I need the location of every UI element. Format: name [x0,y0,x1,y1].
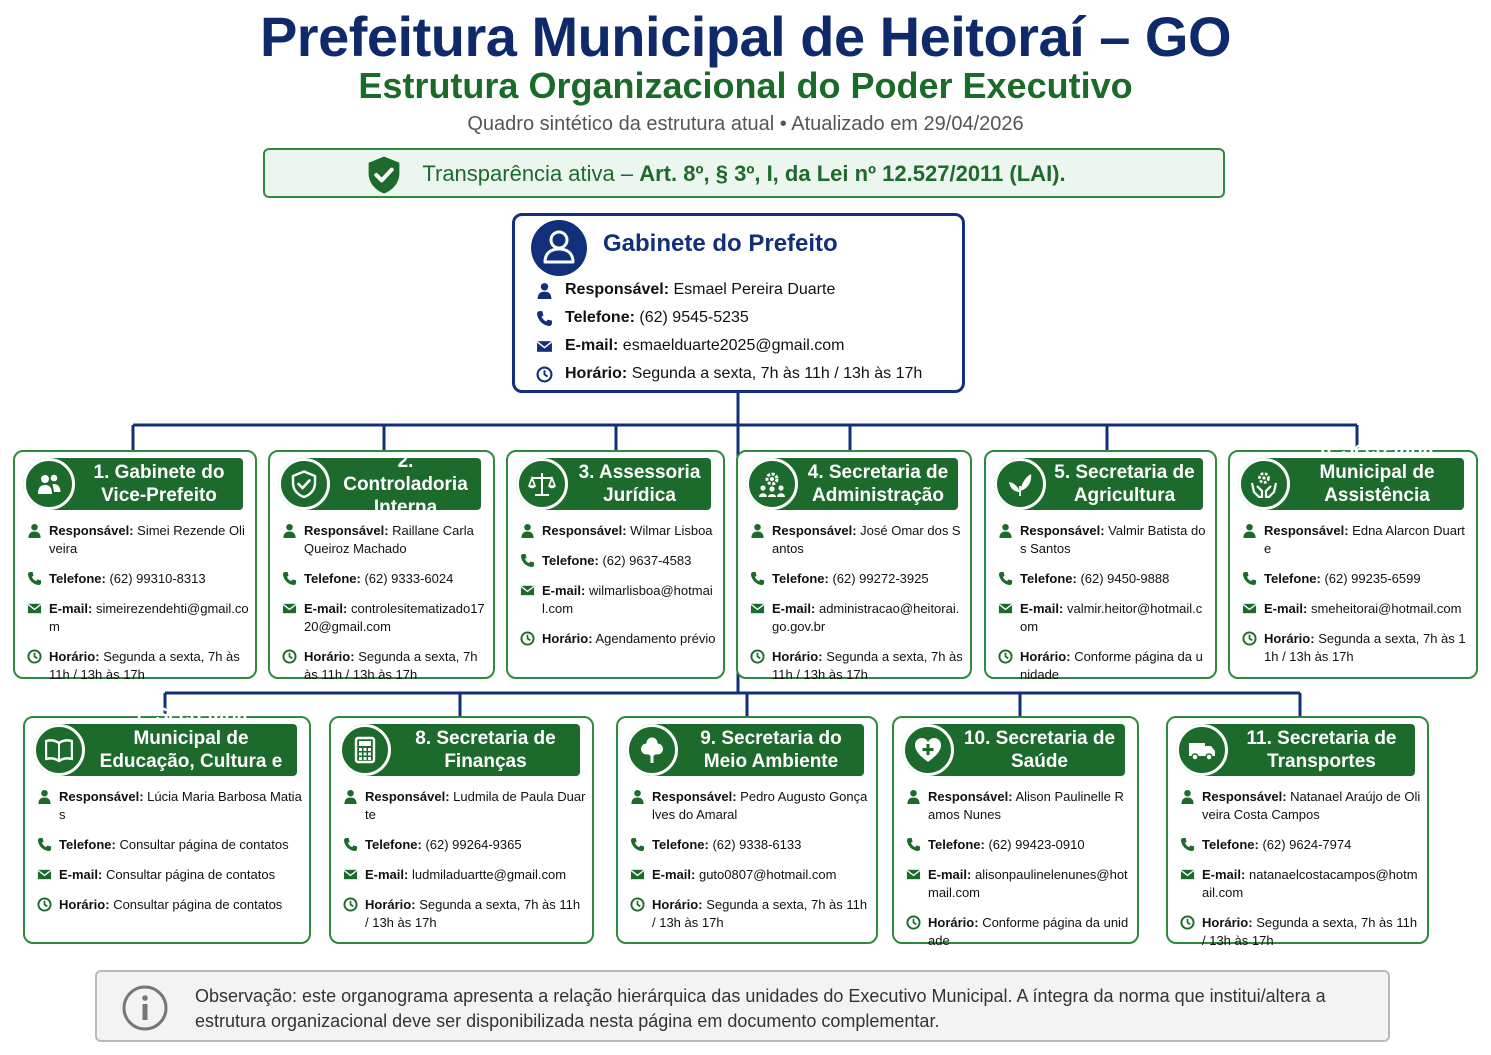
unit-horario: Horário: Segunda a sexta, 7h às 11h / 13h às 17h [1240,630,1470,666]
unit-email: E-mail: ludmiladuartte@gmail.com [341,866,586,884]
unit-card-2 [268,450,495,682]
users-icon [23,458,75,510]
banner-text: Transparência ativa – Art. 8º, § 3º, I, da Lei nº 12.527/2011 (LAI). [422,161,1066,186]
mail-icon [1180,867,1195,882]
unit-responsavel: Responsável: Wilmar Lisboa [518,522,717,540]
calculator-icon [339,724,391,776]
person-icon [533,281,555,299]
gabinete-horario: Horário: Segunda a sexta, 7h às 11h / 13h às 17h [533,360,953,388]
unit-title: 5. Secretaria de Agricultura [1054,462,1195,506]
unit-header [1176,724,1415,776]
clock-icon [998,649,1013,664]
mail-icon [343,867,358,882]
unit-card-8 [329,716,594,944]
unit-card-9 [616,716,878,944]
person-icon [282,523,297,538]
page-title: Prefeitura Municipal de Heitoraí – GO [259,5,1232,68]
page-caption: Quadro sintético da estrutura atual • Atualizado em 29/04/2026 [467,113,1024,135]
unit-card-6 [1228,439,1478,679]
unit-email: E-mail: smeheitorai@hotmail.com [1240,600,1470,618]
unit-responsavel: Responsável: Valmir Batista dos Santos [996,522,1209,558]
phone-icon [1242,571,1257,586]
unit-responsavel: Responsável: Lúcia Maria Barbosa Matias [35,788,303,824]
person-icon [343,789,358,804]
unit-responsavel: Responsável: Natanael Araújo de Oliveira Costa Campos [1178,788,1421,824]
unit-telefone: Telefone: (62) 99272-3925 [748,570,964,588]
unit-horario: Horário: Segunda a sexta, 7h às 11h / 13h às 17h [628,896,870,932]
person-icon [998,523,1013,538]
person-icon [630,789,645,804]
phone-icon [750,571,765,586]
phone-icon [520,553,535,568]
phone-icon [343,837,358,852]
clock-icon [1242,631,1257,646]
phone-icon [998,571,1013,586]
unit-header [278,450,481,518]
clock-icon [282,649,297,664]
mail-icon [27,601,42,616]
mail-icon [520,583,535,598]
unit-header [23,458,243,510]
phone-icon [282,571,297,586]
shield-check-icon [278,458,330,510]
unit-telefone: Telefone: (62) 99264-9365 [341,836,586,854]
clock-icon [533,365,555,383]
unit-title: 4. Secretaria de Administração [807,462,949,506]
unit-card-3 [506,450,725,679]
unit-email: E-mail: Consultar página de contatos [35,866,303,884]
book-icon [33,724,85,776]
truck-icon [1176,724,1228,776]
unit-responsavel: Responsável: Simei Rezende Oliveira [25,522,249,558]
unit-responsavel: Responsável: Edna Alarcon Duarte [1240,522,1470,558]
unit-header [516,458,711,510]
unit-email: E-mail: valmir.heitor@hotmail.com [996,600,1209,636]
gear-people-icon [746,458,798,510]
person-icon [37,789,52,804]
phone-icon [533,309,555,327]
clock-icon [630,897,645,912]
phone-icon [27,571,42,586]
mail-icon [1242,601,1257,616]
clock-icon [750,649,765,664]
unit-email: E-mail: guto0807@hotmail.com [628,866,870,884]
unit-header [994,458,1203,510]
note-text: Observação: este organograma apresenta a relação hierárquica das unidades do Executivo Municipal. A íntegra da norma que institui/altera a estrutura organizacional deve ser disponibilizada nesta página em documento complementar. [195,986,1326,1031]
unit-header [746,458,958,510]
unit-title: 7. Secretaria Municipal de Educação, Cultura e Desporto [99,705,283,795]
gabinete-responsavel: Responsável: Esmael Pereira Duarte [533,276,953,304]
unit-horario: Horário: Agendamento prévio [518,630,717,648]
observation-note [95,970,1390,1042]
unit-responsavel: Responsável: José Omar dos Santos [748,522,964,558]
unit-title: 1. Gabinete do Vice-Prefeito [93,462,225,506]
person-icon [750,523,765,538]
unit-header [1238,439,1464,529]
unit-email: E-mail: natanaelcostacampos@hotmail.com [1178,866,1421,902]
unit-horario: Horário: Segunda a sexta, 7h às 11h / 13h às 17h [280,648,487,684]
unit-title: 11. Secretaria de Transportes [1246,728,1397,772]
phone-icon [37,837,52,852]
unit-responsavel: Responsável: Pedro Augusto Gonçalves do Amaral [628,788,870,824]
mail-icon [906,867,921,882]
unit-title: 9. Secretaria do Meio Ambiente [700,728,842,772]
unit-horario: Horário: Consultar página de contatos [35,896,303,914]
unit-title: 6. Secretaria Municipal de Assistência Social [1319,439,1435,529]
unit-card-7 [23,705,311,944]
unit-title: 10. Secretaria de Saúde [963,728,1116,772]
unit-responsavel: Responsável: Raillane Carla Queiroz Machado [280,522,487,558]
user-icon [531,220,587,276]
unit-card-10 [892,716,1139,948]
gabinete-telefone: Telefone: (62) 9545-5235 [533,304,953,332]
mail-icon [998,601,1013,616]
unit-title: 3. Assessoria Jurídica [578,462,701,506]
unit-title: 8. Secretaria de Finanças [415,728,556,772]
phone-icon [1180,837,1195,852]
unit-horario: Horário: Conforme página da unidade [904,914,1131,950]
unit-title: 2. Controladoria Interna [343,450,468,518]
tree-icon [626,724,678,776]
unit-email: E-mail: wilmarlisboa@hotmail.com [518,582,717,618]
unit-card-5 [984,450,1217,682]
unit-telefone: Telefone: (62) 9338-6133 [628,836,870,854]
unit-horario: Horário: Segunda a sexta, 7h às 11h / 13h às 17h [748,648,964,684]
unit-responsavel: Responsável: Alison Paulinelle Ramos Nunes [904,788,1131,824]
unit-telefone: Telefone: (62) 99310-8313 [25,570,249,588]
person-icon [906,789,921,804]
clock-icon [1180,915,1195,930]
unit-horario: Horário: Segunda a sexta, 7h às 11h / 13h às 17h [25,648,249,684]
unit-email: E-mail: alisonpaulinelenunes@hotmail.com [904,866,1131,902]
person-icon [1242,523,1257,538]
unit-card-11 [1166,716,1429,948]
unit-card-4 [736,450,972,682]
mail-icon [630,867,645,882]
unit-telefone: Telefone: (62) 9624-7974 [1178,836,1421,854]
unit-horario: Horário: Segunda a sexta, 7h às 11h / 13h às 17h [341,896,586,932]
page-subtitle: Estrutura Organizacional do Poder Executivo [358,65,1133,106]
scales-icon [516,458,568,510]
unit-header [626,724,864,776]
unit-email: E-mail: administracao@heitorai.go.gov.br [748,600,964,636]
gabinete-prefeito-box [512,213,965,393]
person-icon [1180,789,1195,804]
unit-telefone: Telefone: Consultar página de contatos [35,836,303,854]
gabinete-title: Gabinete do Prefeito [603,230,838,257]
leaf-icon [994,458,1046,510]
unit-telefone: Telefone: (62) 9333-6024 [280,570,487,588]
unit-telefone: Telefone: (62) 9637-4583 [518,552,717,570]
info-icon [121,984,169,1032]
mail-icon [37,867,52,882]
unit-header [33,705,297,795]
unit-email: E-mail: simeirezendehti@gmail.com [25,600,249,636]
hands-gear-icon [1238,458,1290,510]
clock-icon [37,897,52,912]
phone-icon [906,837,921,852]
clock-icon [906,915,921,930]
unit-horario: Horário: Conforme página da unidade [996,648,1209,684]
clock-icon [343,897,358,912]
heart-cross-icon [902,724,954,776]
unit-telefone: Telefone: (62) 99423-0910 [904,836,1131,854]
phone-icon [630,837,645,852]
unit-header [339,724,580,776]
mail-icon [533,337,555,355]
person-icon [27,523,42,538]
unit-telefone: Telefone: (62) 99235-6599 [1240,570,1470,588]
unit-horario: Horário: Segunda a sexta, 7h às 11h / 13h às 17h [1178,914,1421,950]
clock-icon [520,631,535,646]
unit-email: E-mail: controlesitematizado1720@gmail.com [280,600,487,636]
unit-responsavel: Responsável: Ludmila de Paula Duarte [341,788,586,824]
gabinete-email: E-mail: esmaelduarte2025@gmail.com [533,332,953,360]
unit-card-1 [13,450,257,682]
unit-header [902,724,1125,776]
mail-icon [282,601,297,616]
person-icon [520,523,535,538]
mail-icon [750,601,765,616]
unit-telefone: Telefone: (62) 9450-9888 [996,570,1209,588]
clock-icon [27,649,42,664]
